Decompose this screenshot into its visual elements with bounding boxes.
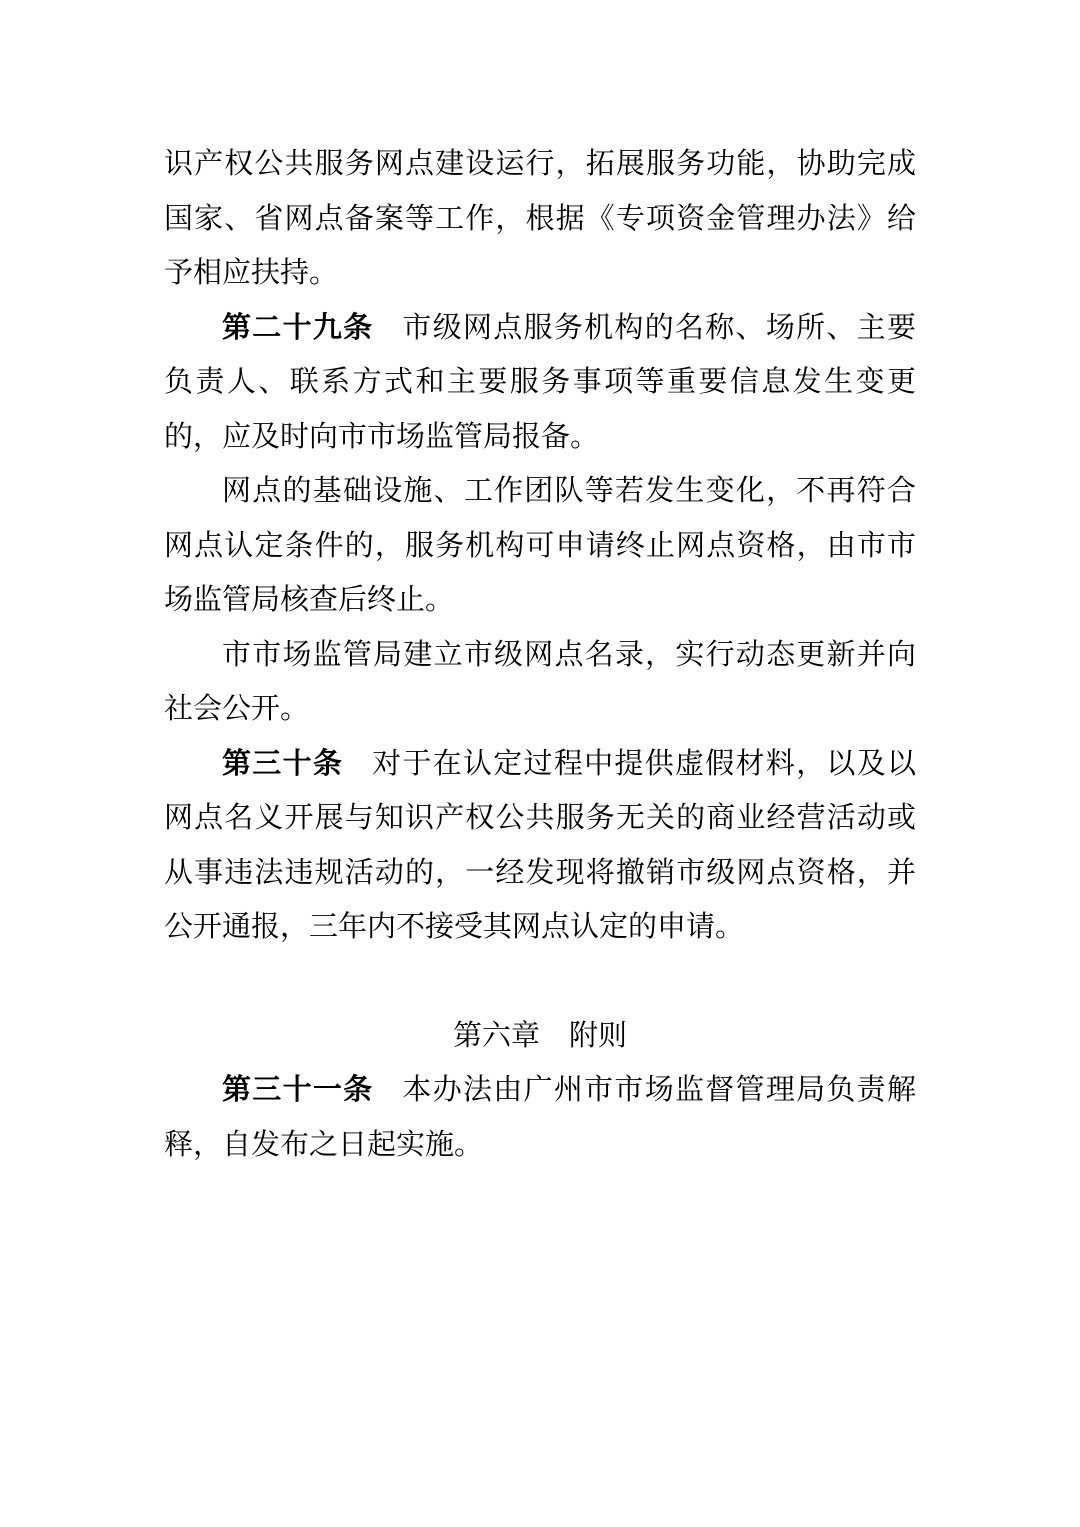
- paragraph-text: 市级网点服务机构的名称、场所、主要负责人、联系方式和主要服务事项等重要信息发生变更的，应及时向市市场监管局报备。: [164, 309, 916, 453]
- article-30: [164, 736, 916, 954]
- article-number: 第三十条: [222, 745, 344, 780]
- article-number: 第二十九条: [222, 309, 374, 344]
- chapter-number: 第六章: [452, 1017, 540, 1052]
- paragraph-text: 识产权公共服务网点建设运行，拓展服务功能，协助完成国家、省网点备案等工作，根据《专项资金管理办法》给予相应扶持。: [164, 146, 916, 289]
- article-29: [164, 300, 916, 464]
- paragraph-network-change: [164, 463, 916, 627]
- document-page: [164, 136, 916, 1171]
- paragraph-text: 市市场监管局建立市级网点名录，实行动态更新并向社会公开。: [164, 636, 916, 725]
- paragraph-continued: [164, 136, 916, 300]
- paragraph-text: 网点的基础设施、工作团队等若发生变化，不再符合网点认定条件的，服务机构可申请终止网点资格，由市市场监管局核查后终止。: [164, 473, 916, 616]
- paragraph-text: 本办法由广州市市场监督管理局负责解释，自发布之日起实施。: [164, 1072, 916, 1161]
- paragraph-directory: [164, 627, 916, 736]
- chapter-title: 附则: [569, 1017, 628, 1052]
- article-31: [164, 1062, 916, 1171]
- paragraph-text: 对于在认定过程中提供虚假材料，以及以网点名义开展与知识产权公共服务无关的商业经营活动或从事违法违规活动的，一经发现将撤销市级网点资格，并公开通报，三年内不接受其网点认定的申请。: [164, 745, 916, 943]
- chapter-heading: [164, 1008, 916, 1063]
- article-number: 第三十一条: [222, 1072, 374, 1106]
